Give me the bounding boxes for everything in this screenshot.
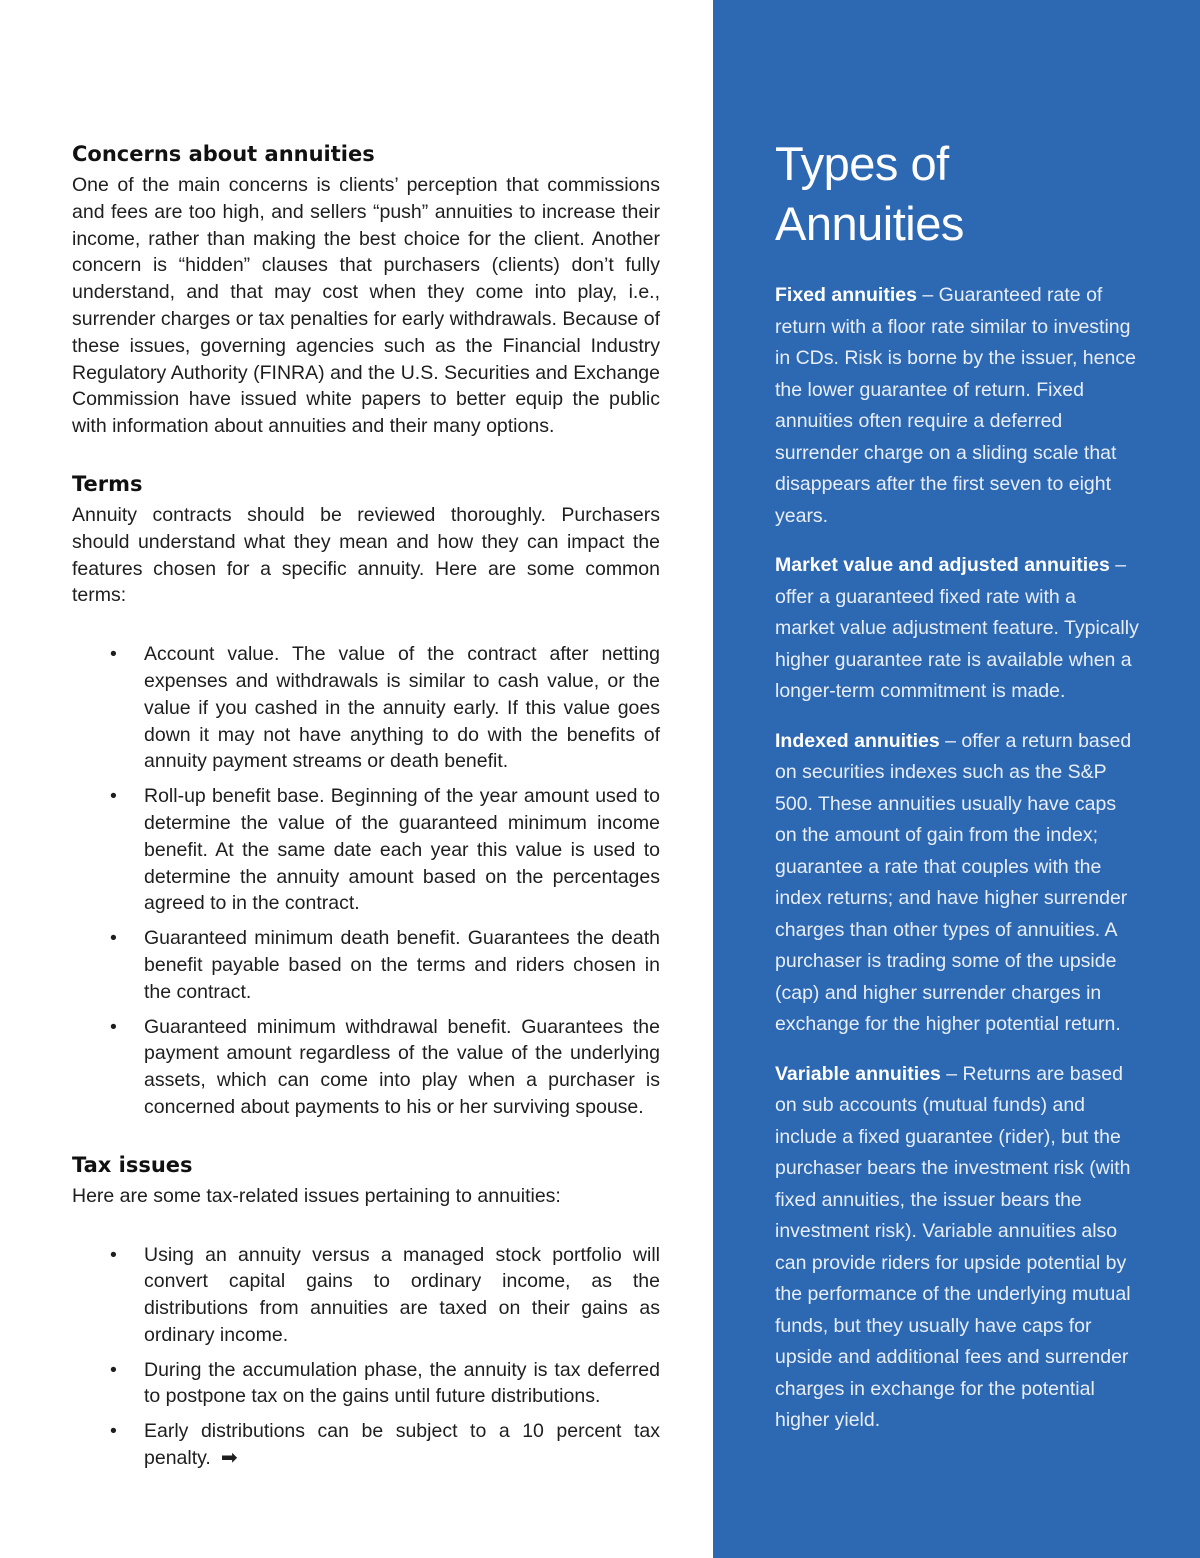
- list-item: [72, 1242, 660, 1349]
- list-item-text: Using an annuity versus a managed stock portfolio will convert capital gains to ordinary income, as the distributions from annuities are taxed on their gains as ordinary income.: [144, 1243, 660, 1346]
- list-item-text: Early distributions can be subject to a 10 percent tax penalty.: [144, 1420, 660, 1470]
- annuity-type-variable: [775, 1059, 1140, 1437]
- continue-arrow-icon: ➡: [220, 1447, 238, 1470]
- list-item-text: Account value. The value of the contract after netting expenses and withdrawals is similar to cash value, or the value if you cashed in the annuity early. If this value goes down it may not have anything to do with the benefits of annuity payment streams or death benefit.: [144, 643, 660, 773]
- list-item-text: Guaranteed minimum death benefit. Guarantees the death benefit payable based on the terms and riders chosen in the contract.: [144, 927, 660, 1003]
- sidebar-content: [775, 134, 1140, 1455]
- section-concerns: [72, 140, 660, 440]
- section-paragraph: Annuity contracts should be reviewed thoroughly. Purchasers should understand what they mean and how they can impact the features chosen for a specific annuity. Here are some common terms:: [72, 503, 660, 607]
- annuity-type-name: Fixed annuities: [775, 284, 917, 306]
- section-terms: [72, 470, 660, 1121]
- annuity-type-description: – Returns are based on sub accounts (mutual funds) and include a fixed guarantee (rider), but the purchaser bears the investment risk (with fixed annuities, the issuer bears the investment risk). Variable annuities also can provide riders for upside potential by the performance of the underlying mutual funds, but they usually have caps for upside and additional fees and surrender charges in exchange for the potential higher yield.: [775, 1062, 1131, 1431]
- list-item: [72, 925, 660, 1005]
- types-sidebar: [713, 0, 1200, 1558]
- annuity-type-name: Indexed annuities: [775, 729, 940, 752]
- list-item: [72, 1418, 660, 1472]
- annuity-type-description: – offer a return based on securities indexes such as the S&P 500. These annuities usually have caps on the amount of gain from the index; guarantee a rate that couples with the index returns; and have higher surrender charges than other types of annuities. A purchaser is trading some of the upside (cap) and higher surrender charges in exchange for the higher potential return.: [775, 729, 1132, 1035]
- sidebar-title: Types of Annuities: [775, 137, 964, 250]
- section-heading: Concerns about annuities: [72, 142, 375, 166]
- annuity-type-name: Variable annuities: [775, 1062, 941, 1085]
- bullet-icon: •: [110, 643, 117, 666]
- section-paragraph: Here are some tax-related issues pertaining to annuities:: [72, 1184, 561, 1207]
- section-tax-issues: [72, 1151, 660, 1472]
- bullet-icon: •: [110, 1243, 117, 1266]
- list-item: [72, 641, 660, 775]
- list-item: [72, 783, 660, 917]
- bullet-icon: •: [110, 1015, 117, 1038]
- list-item: [72, 1014, 660, 1121]
- section-heading: Tax issues: [72, 1152, 193, 1177]
- section-paragraph: One of the main concerns is clients’ perception that commissions and fees are too high, and sellers “push” annuities to increase their income, rather than making the best choice for the client. Another concern is “hidden” clauses that purchasers (clients) don’t fully understand, and that may cost when they come into play, i.e., surrender charges or tax penalties for early withdrawals. Because of these issues, governing agencies such as the Financial Industry Regulatory Authority (FINRA) and the U.S. Securities and Exchange Commission have issued white papers to better equip the public with information about annuities and their many options.: [72, 174, 660, 438]
- list-item-text: During the accumulation phase, the annuity is tax deferred to postpone tax on the gains until future distributions.: [144, 1358, 660, 1408]
- annuity-type-fixed: [775, 280, 1140, 532]
- list-item: [72, 1357, 660, 1411]
- annuity-type-description: – offer a guaranteed fixed rate with a market value adjustment feature. Typically higher guarantee rate is available when a longer-term commitment is made.: [775, 554, 1139, 702]
- annuity-type-market-value: [775, 550, 1140, 708]
- list-item-text: Roll-up benefit base. Beginning of the year amount used to determine the value of the guaranteed minimum income benefit. At the same date each year this value is used to determine the annuity amount based on the percentages agreed to in the contract.: [144, 785, 660, 915]
- bullet-icon: •: [110, 1420, 117, 1443]
- terms-list: [72, 641, 660, 1121]
- bullet-icon: •: [110, 1358, 117, 1381]
- bullet-icon: •: [110, 785, 117, 808]
- annuity-type-description: – Guaranteed rate of return with a floor rate similar to investing in CDs. Risk is borne by the issuer, hence the lower guarantee of return. Fixed annuities often require a deferred surrender charge on a sliding scale that disappears after the first seven to eight years.: [775, 284, 1136, 527]
- tax-list: [72, 1242, 660, 1472]
- annuity-type-indexed: [775, 726, 1140, 1041]
- main-column: [72, 140, 660, 1502]
- annuity-type-name: Market value and adjusted annuities: [775, 554, 1110, 576]
- section-heading: Terms: [72, 471, 143, 496]
- list-item-text: Guaranteed minimum withdrawal benefit. Guarantees the payment amount regardless of the value of the underlying assets, which can come into play when a purchaser is concerned about payments to his or her surviving spouse.: [144, 1015, 660, 1118]
- bullet-icon: •: [110, 927, 117, 950]
